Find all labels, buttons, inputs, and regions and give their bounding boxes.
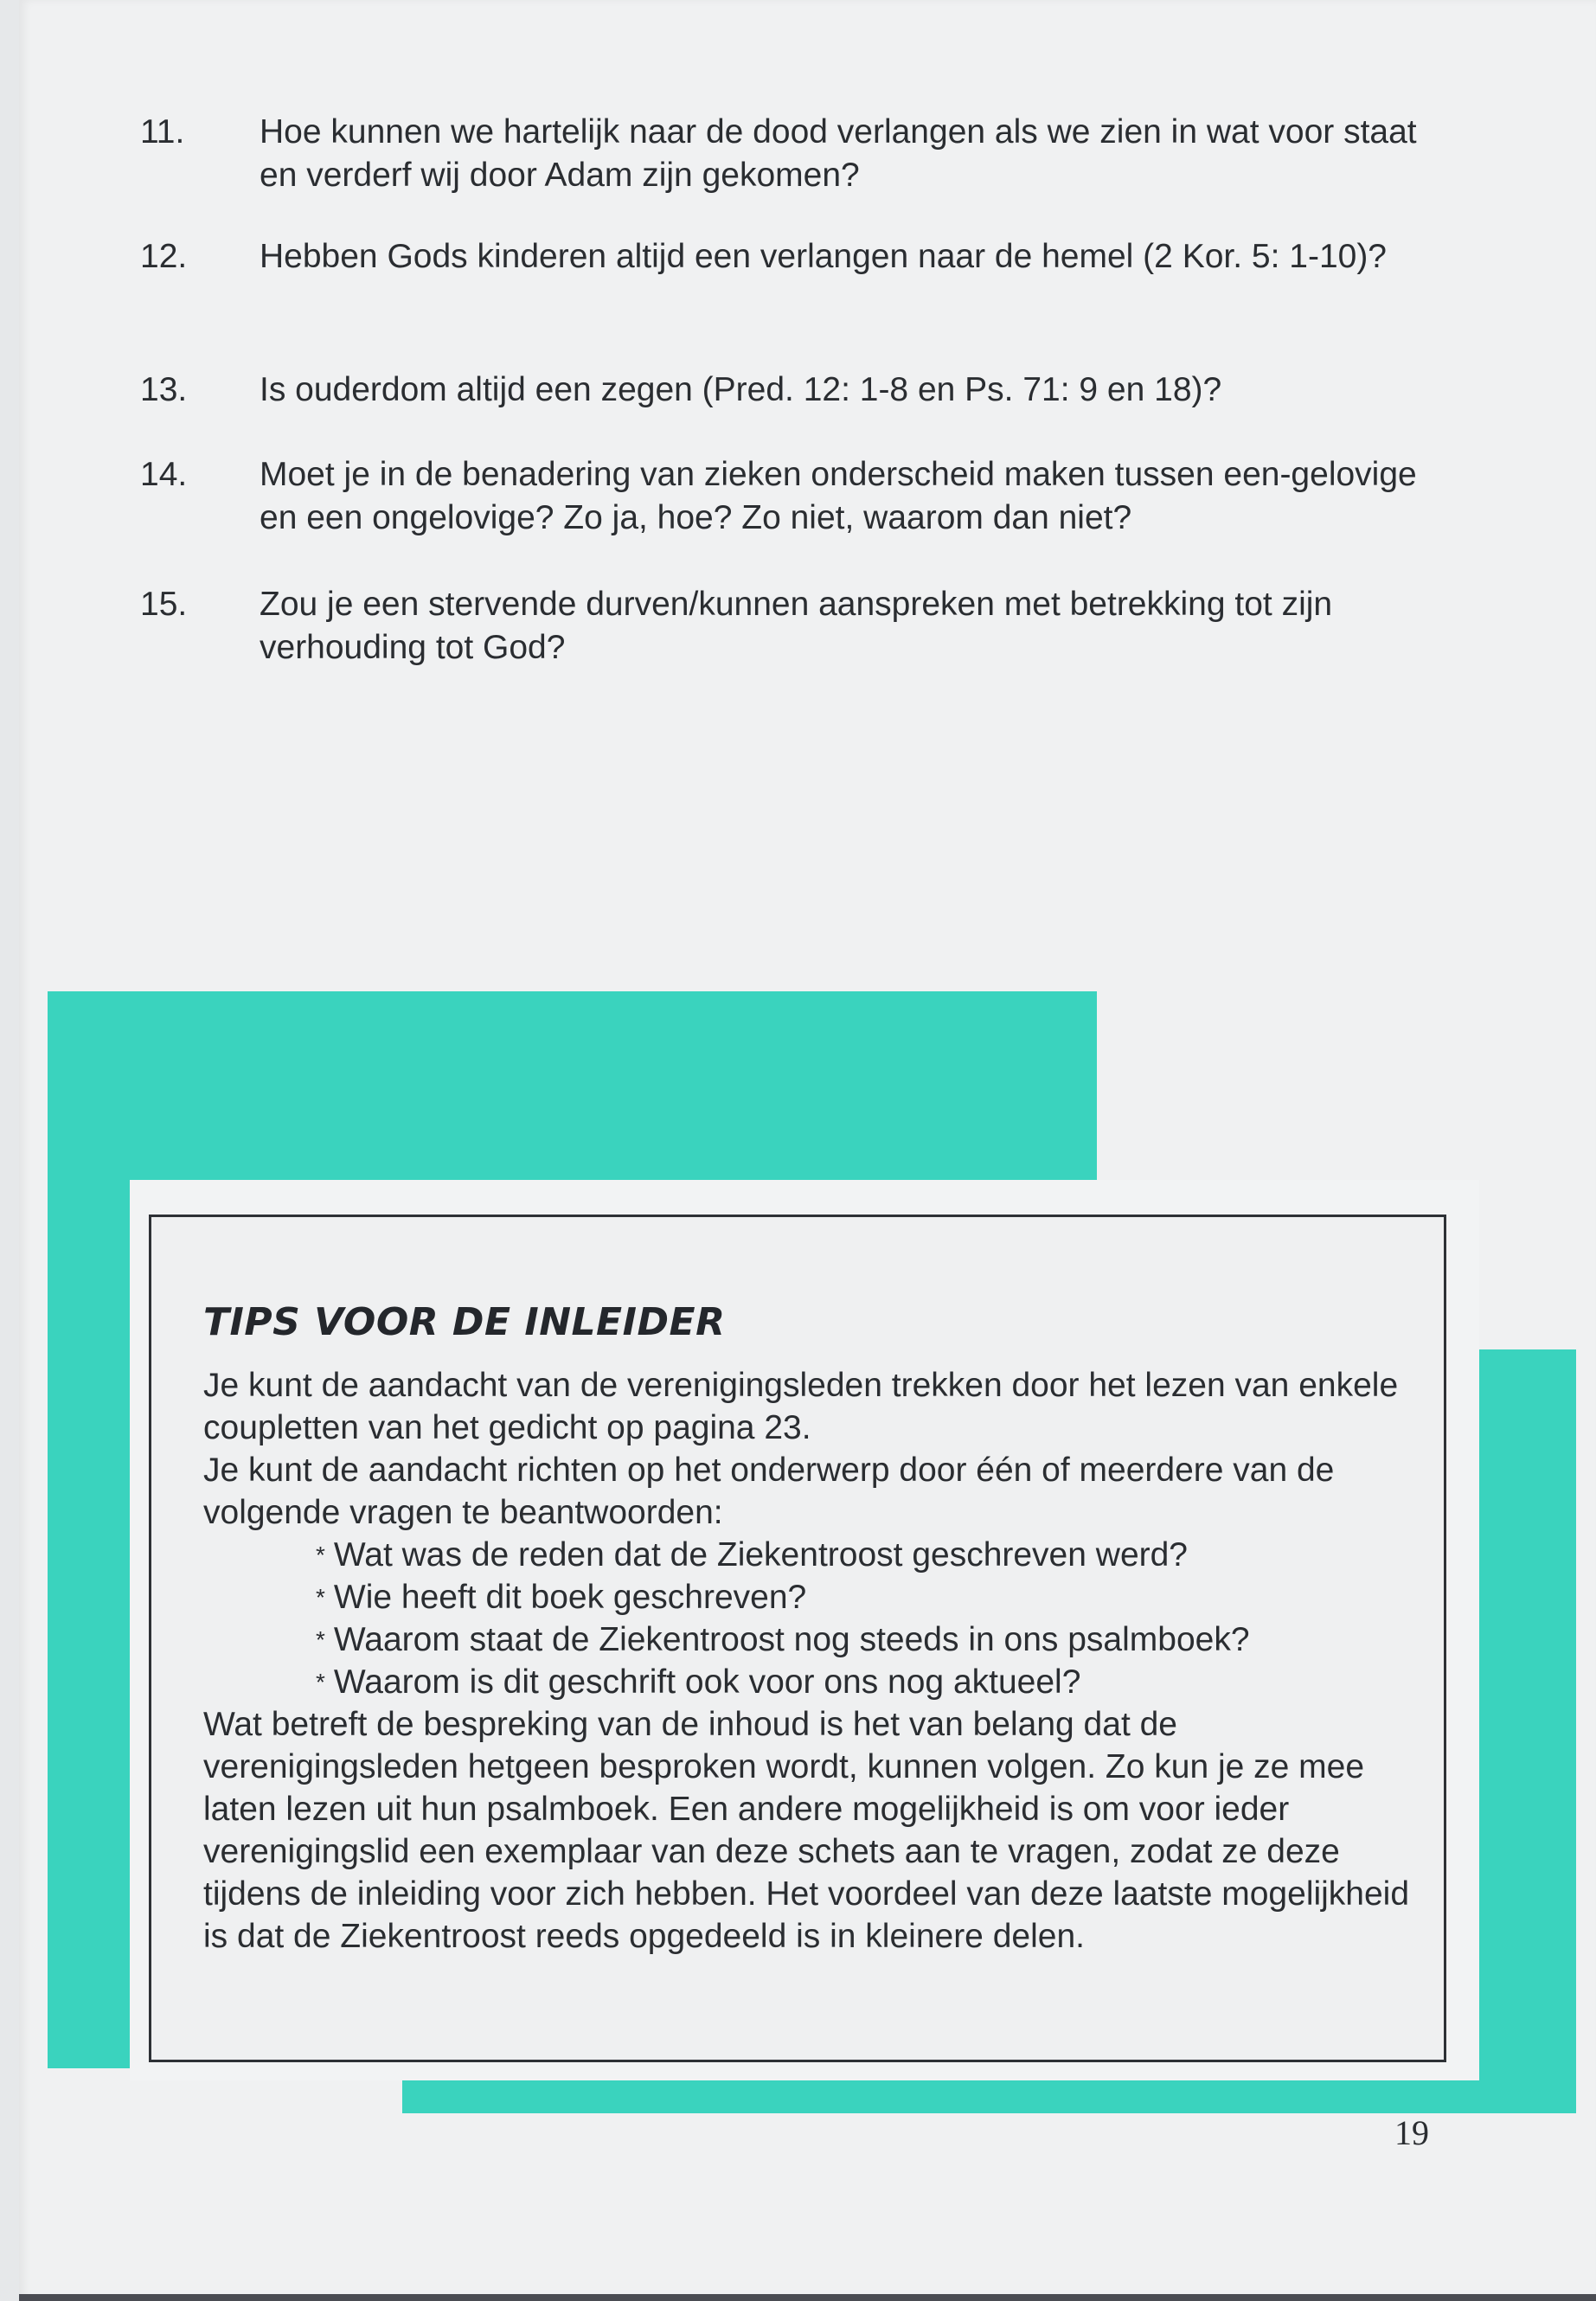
asterisk-icon: * <box>316 1626 325 1653</box>
tips-closing: Wat betreft de bespreking van de inhoud is het van belang dat de verenigingsleden hetgeen besproken wordt, kunnen volgen. Zo kun je ze mee laten lezen uit hun psalmboek. Een andere mogelijkheid is om voor ieder verenigingslid een exemplaar van deze schets aan te vragen, zodat ze deze tijdens de inleiding voor zich hebben. Het voordeel van deze laatste mogelijkheid is dat de Ziekentroost reeds opgedeeld is in kleinere delen. <box>203 1706 1410 1955</box>
question-text: Zou je een stervende durven/kunnen aanspreken met betrekking tot zijn verhouding tot God? <box>260 586 1333 666</box>
tips-bullet <box>203 1576 1414 1618</box>
question-number: 13. <box>140 371 188 408</box>
tips-bullet-text: Wat was de reden dat de Ziekentroost geschreven werd? <box>333 1536 1188 1574</box>
tips-bullet-text: Waarom is dit geschrift ook voor ons nog aktueel? <box>333 1663 1081 1701</box>
teal-bar-right <box>1479 1349 1576 2111</box>
asterisk-icon: * <box>316 1584 325 1611</box>
question-number: 15. <box>140 586 188 623</box>
tips-bullet <box>203 1661 1414 1703</box>
teal-bar-bottom <box>402 2080 1576 2113</box>
asterisk-icon: * <box>316 1669 325 1695</box>
question-number: 12. <box>140 238 188 275</box>
tips-intro-1: Je kunt de aandacht van de verenigingsleden trekken door het lezen van enkele coupletten van het gedicht op pagina 23. <box>203 1367 1399 1446</box>
teal-banner-top <box>48 991 1097 1180</box>
question-text: Is ouderdom altijd een zegen (Pred. 12: 1-8 en Ps. 71: 9 en 18)? <box>260 371 1222 408</box>
asterisk-icon: * <box>316 1541 325 1568</box>
question-number: 14. <box>140 456 188 493</box>
tips-title: TIPS VOOR DE INLEIDER <box>203 1300 726 1344</box>
page-bottom-edge <box>19 2294 1596 2301</box>
tips-box <box>149 1215 1446 2062</box>
tips-bullet <box>203 1534 1414 1576</box>
question-number: 11. <box>140 113 185 151</box>
page <box>19 0 1596 2301</box>
tips-body <box>203 1364 1414 1958</box>
tips-bullet-text: Waarom staat de Ziekentroost nog steeds in ons psalmboek? <box>333 1621 1250 1658</box>
teal-bar-left <box>48 991 130 2068</box>
tips-intro-2: Je kunt de aandacht richten op het onderwerp door één of meerdere van de volgende vragen te beantwoorden: <box>203 1452 1335 1531</box>
tips-bullet <box>203 1618 1414 1661</box>
question-text: Hebben Gods kinderen altijd een verlangen naar de hemel (2 Kor. 5: 1-10)? <box>260 238 1387 275</box>
question-text: Moet je in de benadering van zieken onderscheid maken tussen een-gelovige en een ongelovige? Zo ja, hoe? Zo niet, waarom dan niet? <box>260 456 1417 536</box>
tips-bullet-text: Wie heeft dit boek geschreven? <box>333 1579 807 1616</box>
page-number: 19 <box>1394 2113 1429 2152</box>
question-text: Hoe kunnen we hartelijk naar de dood verlangen als we zien in wat voor staat en verderf wij door Adam zijn gekomen? <box>260 113 1417 194</box>
